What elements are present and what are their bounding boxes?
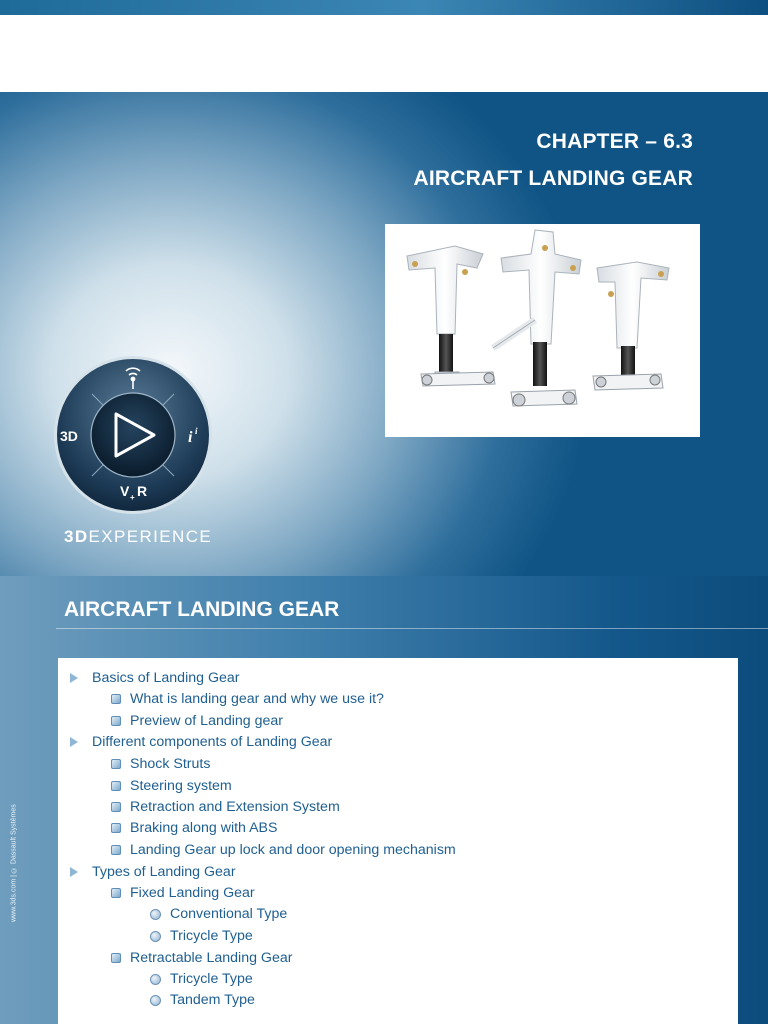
square-bullet-icon [111, 694, 121, 704]
center-gear-leg [493, 230, 581, 406]
compass-label-3d: 3D [60, 428, 78, 444]
landing-gear-image [385, 224, 700, 437]
circle-bullet-icon [150, 909, 161, 920]
list-item: Retraction and Extension System [111, 797, 340, 817]
compass-label-i-sup: i [195, 426, 198, 436]
list-item: Types of Landing Gear [68, 862, 236, 882]
brand-3d: 3D [64, 527, 89, 546]
circle-bullet-icon [150, 974, 161, 985]
list-item: Landing Gear up lock and door opening mechanism [111, 840, 456, 860]
chapter-title: AIRCRAFT LANDING GEAR [413, 167, 693, 190]
triangle-bullet-icon [70, 673, 78, 683]
list-item: Conventional Type [150, 904, 287, 924]
landing-gear-illustration [385, 224, 700, 437]
outline-panel [58, 658, 738, 1024]
slide-title: AIRCRAFT LANDING GEAR [64, 598, 340, 621]
compass-label-plus: + [130, 493, 135, 502]
square-bullet-icon [111, 802, 121, 812]
list-item: Basics of Landing Gear [68, 668, 239, 688]
list-item: What is landing gear and why we use it? [111, 689, 384, 709]
list-item: Shock Struts [111, 754, 210, 774]
list-item: Tricycle Type [150, 926, 253, 946]
list-item: Steering system [111, 776, 232, 796]
compass-icon [52, 354, 214, 516]
circle-bullet-icon [150, 931, 161, 942]
compass-label-i: i [188, 429, 193, 446]
triangle-bullet-icon [70, 867, 78, 877]
compass-label-r: R [137, 483, 148, 499]
list-item: Tricycle Type [150, 969, 253, 989]
brand-experience: EXPERIENCE [88, 527, 213, 546]
circle-bullet-icon [150, 995, 161, 1006]
square-bullet-icon [111, 716, 121, 726]
3dexperience-compass-logo [52, 354, 214, 516]
compass-label-v: V [120, 483, 130, 499]
square-bullet-icon [111, 845, 121, 855]
square-bullet-icon [111, 823, 121, 833]
top-banner [0, 0, 768, 15]
brand-wordmark [64, 527, 212, 547]
square-bullet-icon [111, 953, 121, 963]
list-item: Retractable Landing Gear [111, 948, 292, 968]
triangle-bullet-icon [70, 737, 78, 747]
title-slide [0, 92, 768, 576]
right-gear-leg [593, 262, 669, 390]
list-item: Tandem Type [150, 990, 255, 1010]
list-item: Braking along with ABS [111, 818, 277, 838]
side-credit: www.3ds.com | © Dassault Systèmes [10, 804, 18, 922]
square-bullet-icon [111, 759, 121, 769]
list-item: Different components of Landing Gear [68, 732, 332, 752]
chapter-number: CHAPTER – 6.3 [536, 130, 693, 153]
list-item: Preview of Landing gear [111, 711, 283, 731]
left-gear-leg [407, 246, 495, 386]
list-item: Fixed Landing Gear [111, 883, 255, 903]
square-bullet-icon [111, 888, 121, 898]
outline-slide [0, 576, 768, 1024]
square-bullet-icon [111, 781, 121, 791]
title-divider [56, 628, 768, 629]
